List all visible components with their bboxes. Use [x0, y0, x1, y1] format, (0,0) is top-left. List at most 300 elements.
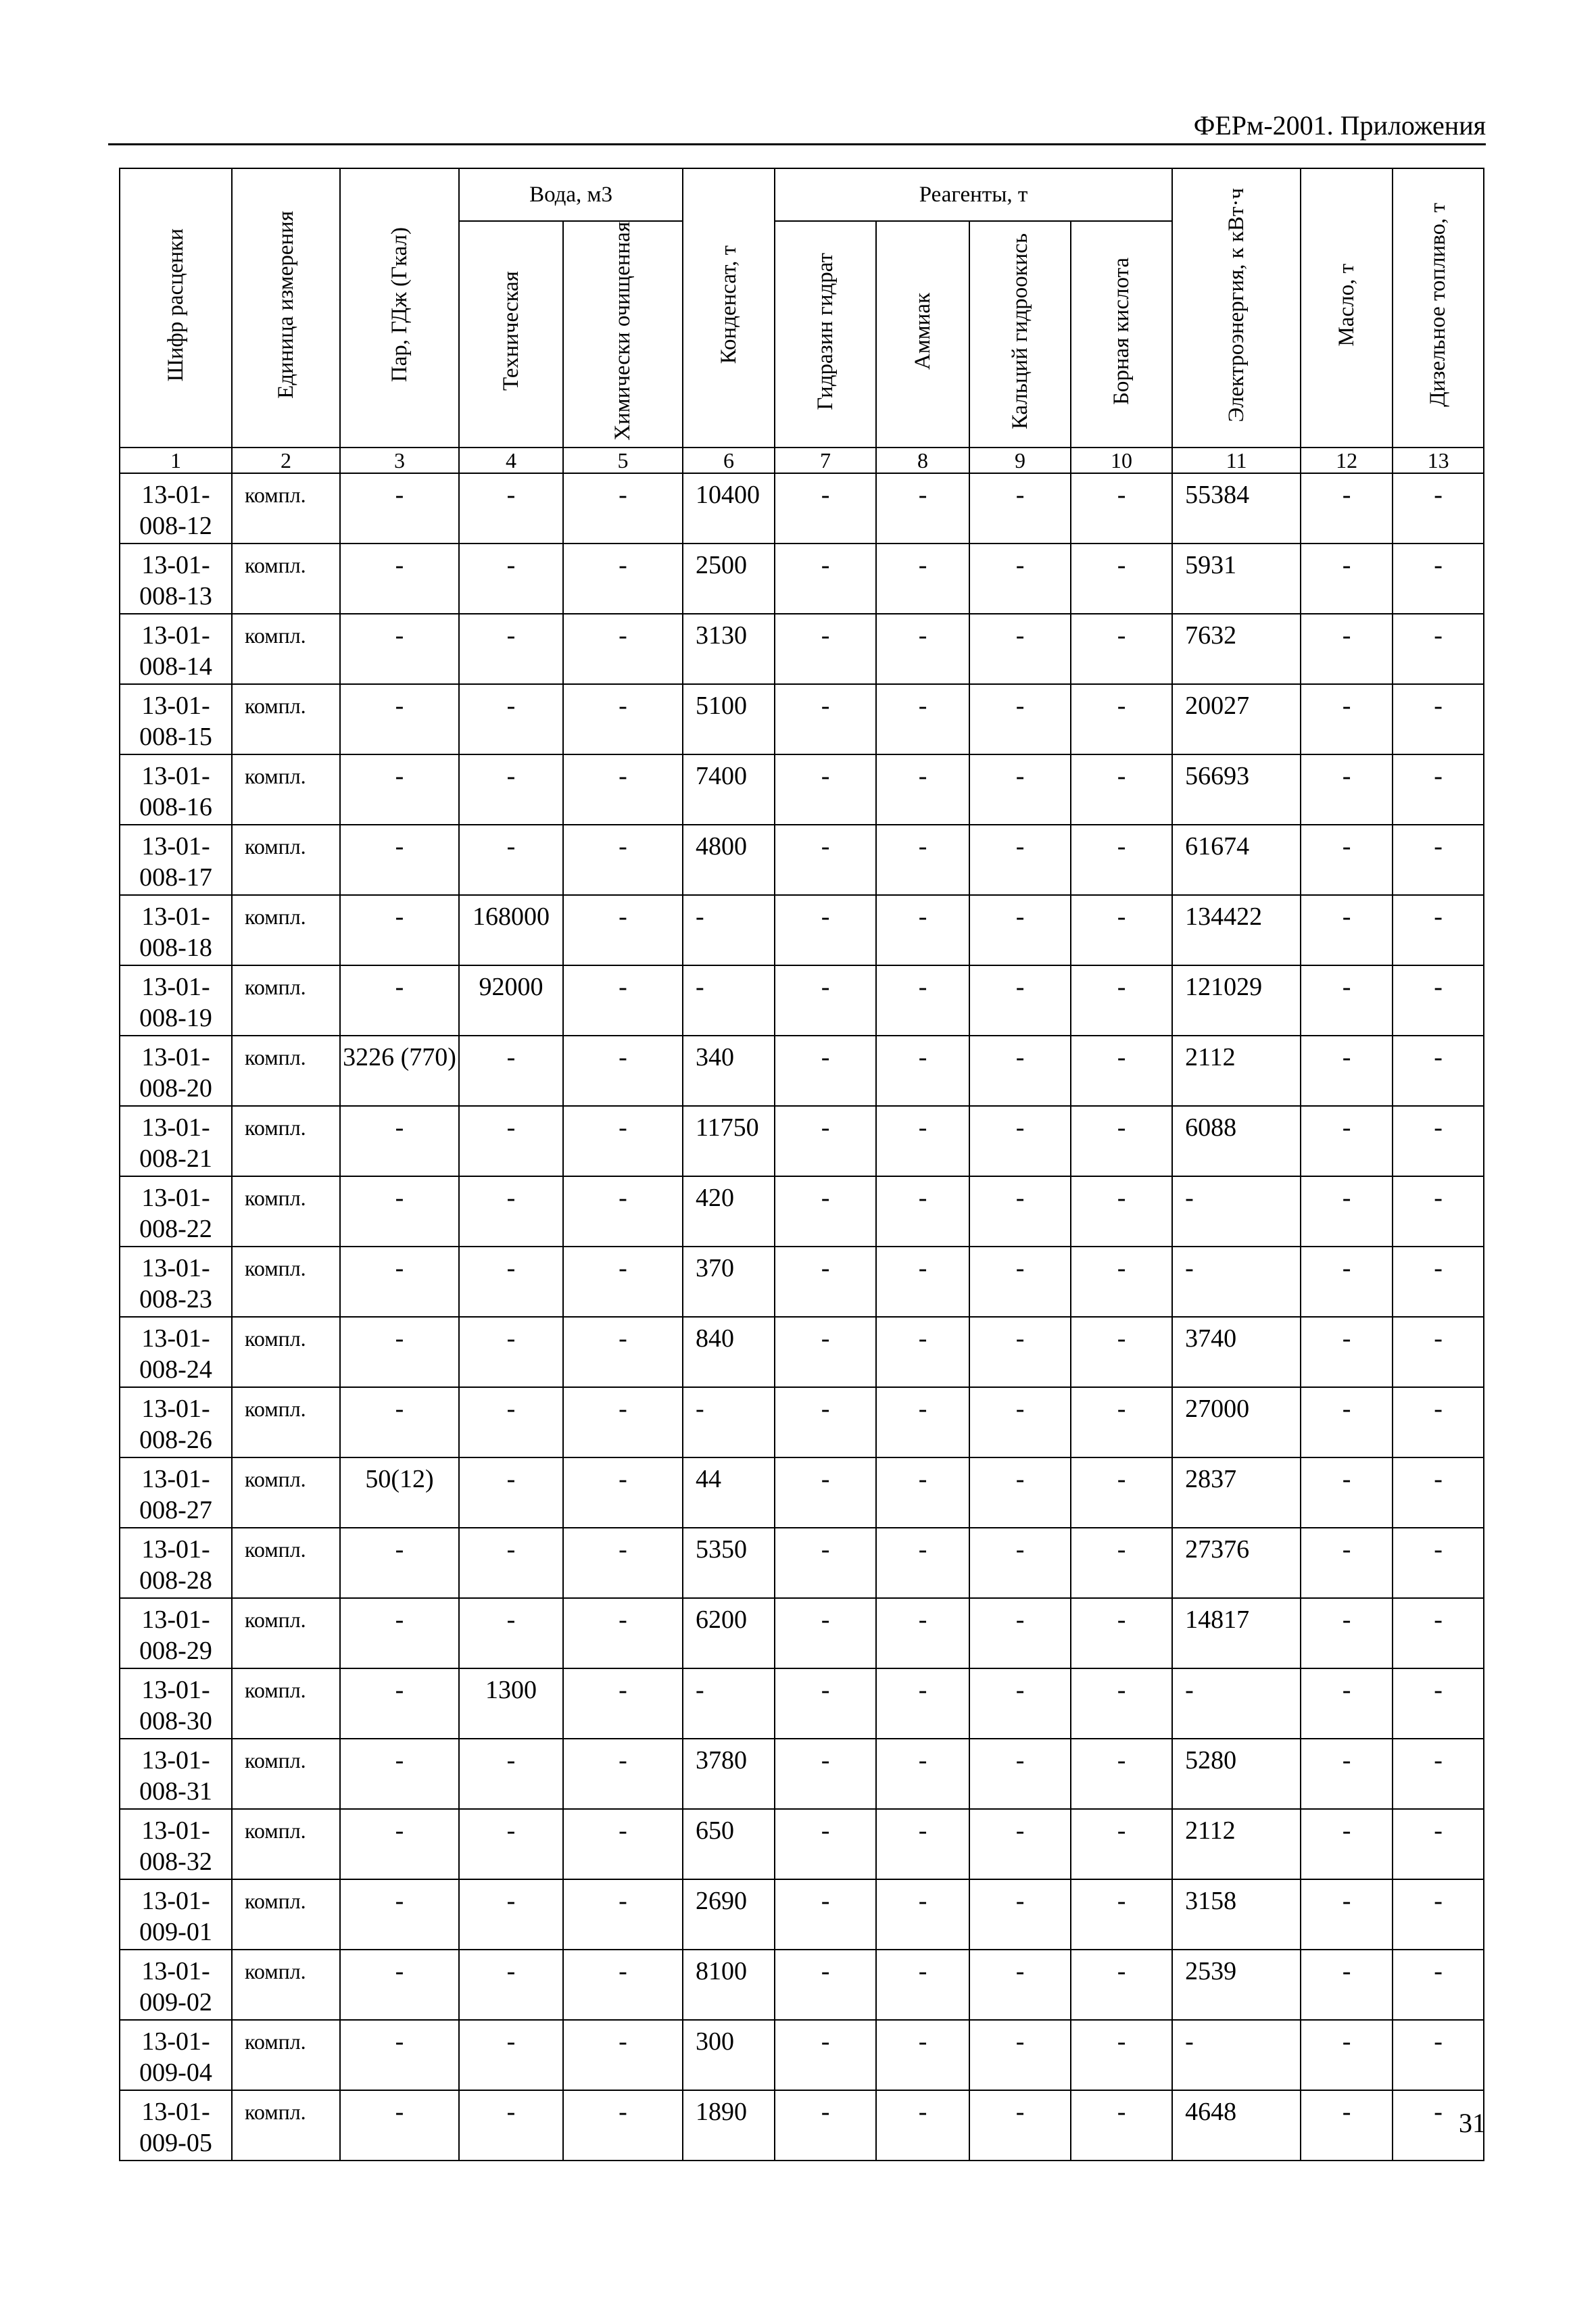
cell-calcium: - [969, 684, 1071, 754]
cell-electricity: 3740 [1172, 1317, 1301, 1387]
cell-diesel: - [1393, 1317, 1484, 1387]
cell-unit: компл. [232, 965, 340, 1036]
cell-diesel: - [1393, 1106, 1484, 1176]
cell-water-chem: - [563, 1247, 683, 1317]
cell-water-tech: - [459, 1106, 563, 1176]
cell-ammonia: - [876, 2090, 969, 2161]
cell-ammonia: - [876, 1457, 969, 1528]
cell-code: 13-01-009-01 [120, 1879, 232, 1950]
cell-calcium: - [969, 965, 1071, 1036]
cell-oil: - [1301, 1457, 1393, 1528]
cell-diesel: - [1393, 1387, 1484, 1457]
cell-hydrazine: - [775, 1739, 876, 1809]
cell-diesel: - [1393, 1950, 1484, 2020]
cell-diesel: - [1393, 544, 1484, 614]
cell-electricity: 2112 [1172, 1809, 1301, 1879]
cell-boric: - [1071, 473, 1172, 544]
table-row [120, 544, 1484, 614]
cell-electricity: 14817 [1172, 1598, 1301, 1668]
cell-unit: компл. [232, 684, 340, 754]
cell-ammonia: - [876, 1528, 969, 1598]
cell-steam: - [340, 754, 459, 825]
cell-code: 13-01-008-31 [120, 1739, 232, 1809]
cell-boric: - [1071, 825, 1172, 895]
cell-steam: - [340, 473, 459, 544]
cell-water-chem: - [563, 1950, 683, 2020]
cell-unit: компл. [232, 544, 340, 614]
cell-hydrazine: - [775, 1317, 876, 1387]
col-header-code: Шифр расценки [120, 168, 232, 448]
cell-code: 13-01-008-17 [120, 825, 232, 895]
table-row [120, 965, 1484, 1036]
cell-water-chem: - [563, 1809, 683, 1879]
cell-water-chem: - [563, 1668, 683, 1739]
cell-ammonia: - [876, 2020, 969, 2090]
cell-calcium: - [969, 895, 1071, 965]
cell-water-tech: - [459, 684, 563, 754]
cell-hydrazine: - [775, 473, 876, 544]
cell-code: 13-01-008-29 [120, 1598, 232, 1668]
cell-ammonia: - [876, 1036, 969, 1106]
col-header-diesel: Дизельное топливо, т [1393, 168, 1484, 448]
table-row [120, 2020, 1484, 2090]
cell-oil: - [1301, 1809, 1393, 1879]
cell-hydrazine: - [775, 825, 876, 895]
cell-water-tech: - [459, 1739, 563, 1809]
cell-condensate: 3780 [683, 1739, 775, 1809]
cell-ammonia: - [876, 1739, 969, 1809]
table-row [120, 1668, 1484, 1739]
cell-hydrazine: - [775, 1387, 876, 1457]
cell-ammonia: - [876, 965, 969, 1036]
cell-calcium: - [969, 1106, 1071, 1176]
cell-calcium: - [969, 754, 1071, 825]
cell-oil: - [1301, 1528, 1393, 1598]
cell-code: 13-01-008-15 [120, 684, 232, 754]
cell-ammonia: - [876, 684, 969, 754]
cell-diesel: - [1393, 1457, 1484, 1528]
cell-water-tech: - [459, 1457, 563, 1528]
cell-calcium: - [969, 1387, 1071, 1457]
cell-code: 13-01-008-27 [120, 1457, 232, 1528]
cell-water-tech: - [459, 1317, 563, 1387]
table-body [120, 473, 1484, 2161]
cell-steam: - [340, 544, 459, 614]
table-row [120, 1176, 1484, 1247]
cell-calcium: - [969, 1668, 1071, 1739]
cell-electricity: - [1172, 1247, 1301, 1317]
cell-hydrazine: - [775, 1879, 876, 1950]
col-header-condensate: Конденсат, т [683, 168, 775, 448]
cell-hydrazine: - [775, 1598, 876, 1668]
cell-electricity: 134422 [1172, 895, 1301, 965]
cell-oil: - [1301, 1036, 1393, 1106]
cell-unit: компл. [232, 1879, 340, 1950]
cell-electricity: 6088 [1172, 1106, 1301, 1176]
cell-oil: - [1301, 1176, 1393, 1247]
cell-condensate: 420 [683, 1176, 775, 1247]
col-header-calcium: Кальций гидроокись [969, 221, 1071, 448]
cell-condensate: 5100 [683, 684, 775, 754]
cell-code: 13-01-009-02 [120, 1950, 232, 2020]
cell-code: 13-01-008-30 [120, 1668, 232, 1739]
col-header-boric: Борная кислота [1071, 221, 1172, 448]
cell-boric: - [1071, 544, 1172, 614]
cell-boric: - [1071, 895, 1172, 965]
table-row [120, 1457, 1484, 1528]
cell-diesel: - [1393, 1528, 1484, 1598]
table-row [120, 1739, 1484, 1809]
cell-boric: - [1071, 1457, 1172, 1528]
cell-condensate: 370 [683, 1247, 775, 1317]
cell-code: 13-01-008-26 [120, 1387, 232, 1457]
cell-hydrazine: - [775, 965, 876, 1036]
cell-ammonia: - [876, 1598, 969, 1668]
cell-calcium: - [969, 1950, 1071, 2020]
cell-oil: - [1301, 2020, 1393, 2090]
cell-electricity: 61674 [1172, 825, 1301, 895]
cell-unit: компл. [232, 1106, 340, 1176]
cell-condensate: - [683, 965, 775, 1036]
cell-diesel: - [1393, 684, 1484, 754]
cell-oil: - [1301, 1247, 1393, 1317]
cell-water-chem: - [563, 1528, 683, 1598]
table-row [120, 895, 1484, 965]
cell-unit: компл. [232, 1598, 340, 1668]
cell-diesel: - [1393, 1598, 1484, 1668]
table-row [120, 1528, 1484, 1598]
cell-water-tech: - [459, 825, 563, 895]
cell-code: 13-01-008-14 [120, 614, 232, 684]
cell-calcium: - [969, 1809, 1071, 1879]
cell-calcium: - [969, 1317, 1071, 1387]
cell-ammonia: - [876, 473, 969, 544]
cell-calcium: - [969, 1247, 1071, 1317]
cell-condensate: 340 [683, 1036, 775, 1106]
cell-ammonia: - [876, 895, 969, 965]
cell-hydrazine: - [775, 2020, 876, 2090]
cell-electricity: 7632 [1172, 614, 1301, 684]
cell-water-tech: - [459, 473, 563, 544]
cell-code: 13-01-009-04 [120, 2020, 232, 2090]
cell-electricity: 2837 [1172, 1457, 1301, 1528]
cell-condensate: 3130 [683, 614, 775, 684]
cell-steam: - [340, 1668, 459, 1739]
cell-unit: компл. [232, 614, 340, 684]
cell-code: 13-01-008-19 [120, 965, 232, 1036]
cell-boric: - [1071, 1176, 1172, 1247]
column-number: 3 [340, 448, 459, 473]
column-number: 12 [1301, 448, 1393, 473]
cell-oil: - [1301, 825, 1393, 895]
cell-condensate: 4800 [683, 825, 775, 895]
cell-hydrazine: - [775, 2090, 876, 2161]
cell-hydrazine: - [775, 1950, 876, 2020]
column-number: 2 [232, 448, 340, 473]
cell-condensate: 6200 [683, 1598, 775, 1668]
column-number-row [120, 448, 1484, 473]
cell-boric: - [1071, 1317, 1172, 1387]
cell-hydrazine: - [775, 1106, 876, 1176]
cell-condensate: 2690 [683, 1879, 775, 1950]
cell-steam: - [340, 1176, 459, 1247]
cell-hydrazine: - [775, 1528, 876, 1598]
cell-steam: - [340, 684, 459, 754]
cell-water-chem: - [563, 1739, 683, 1809]
cell-steam: - [340, 2090, 459, 2161]
cell-condensate: 5350 [683, 1528, 775, 1598]
cell-code: 13-01-008-24 [120, 1317, 232, 1387]
table-row [120, 1809, 1484, 1879]
cell-water-chem: - [563, 1879, 683, 1950]
cell-unit: компл. [232, 754, 340, 825]
cell-condensate: 7400 [683, 754, 775, 825]
cell-oil: - [1301, 754, 1393, 825]
column-number: 7 [775, 448, 876, 473]
cell-water-tech: - [459, 2090, 563, 2161]
cell-condensate: - [683, 1668, 775, 1739]
cell-hydrazine: - [775, 1247, 876, 1317]
cell-unit: компл. [232, 473, 340, 544]
col-header-unit: Единица измерения [232, 168, 340, 448]
table-row [120, 2090, 1484, 2161]
cell-unit: компл. [232, 895, 340, 965]
cell-water-chem: - [563, 825, 683, 895]
cell-diesel: - [1393, 614, 1484, 684]
cell-calcium: - [969, 2020, 1071, 2090]
cell-unit: компл. [232, 2020, 340, 2090]
cell-condensate: 840 [683, 1317, 775, 1387]
cell-calcium: - [969, 1598, 1071, 1668]
cell-oil: - [1301, 2090, 1393, 2161]
cell-steam: - [340, 1387, 459, 1457]
cell-steam: - [340, 1739, 459, 1809]
column-number: 5 [563, 448, 683, 473]
cell-ammonia: - [876, 1809, 969, 1879]
cell-boric: - [1071, 965, 1172, 1036]
cell-steam: - [340, 1317, 459, 1387]
col-header-hydrazine: Гидразин гидрат [775, 221, 876, 448]
cell-calcium: - [969, 614, 1071, 684]
cell-water-tech: - [459, 614, 563, 684]
cell-water-tech: 1300 [459, 1668, 563, 1739]
column-number: 6 [683, 448, 775, 473]
cell-steam: - [340, 965, 459, 1036]
cell-electricity: 121029 [1172, 965, 1301, 1036]
cell-boric: - [1071, 1739, 1172, 1809]
col-header-water-chem: Химически очищенная [563, 221, 683, 448]
cell-water-tech: 168000 [459, 895, 563, 965]
cell-unit: компл. [232, 1739, 340, 1809]
cell-electricity: 27000 [1172, 1387, 1301, 1457]
cell-boric: - [1071, 1247, 1172, 1317]
cell-boric: - [1071, 1668, 1172, 1739]
cell-hydrazine: - [775, 684, 876, 754]
cell-unit: компл. [232, 2090, 340, 2161]
cell-calcium: - [969, 825, 1071, 895]
cell-boric: - [1071, 1809, 1172, 1879]
cell-electricity: 56693 [1172, 754, 1301, 825]
cell-water-chem: - [563, 614, 683, 684]
cell-water-chem: - [563, 1176, 683, 1247]
cell-hydrazine: - [775, 1457, 876, 1528]
cell-hydrazine: - [775, 1036, 876, 1106]
cell-boric: - [1071, 1879, 1172, 1950]
cell-boric: - [1071, 2090, 1172, 2161]
cell-steam: - [340, 825, 459, 895]
cell-code: 13-01-008-28 [120, 1528, 232, 1598]
cell-electricity: 2112 [1172, 1036, 1301, 1106]
cell-oil: - [1301, 1106, 1393, 1176]
col-group-water: Вода, м3 [459, 168, 683, 221]
cell-boric: - [1071, 754, 1172, 825]
cell-boric: - [1071, 614, 1172, 684]
cell-water-tech: - [459, 1247, 563, 1317]
cell-steam: 3226 (770) [340, 1036, 459, 1106]
cell-diesel: - [1393, 825, 1484, 895]
cell-water-tech: - [459, 1387, 563, 1457]
cell-boric: - [1071, 1528, 1172, 1598]
cell-diesel: - [1393, 1809, 1484, 1879]
table-row [120, 754, 1484, 825]
cell-boric: - [1071, 2020, 1172, 2090]
cell-oil: - [1301, 1668, 1393, 1739]
cell-water-chem: - [563, 684, 683, 754]
cell-diesel: - [1393, 895, 1484, 965]
cell-steam: - [340, 1247, 459, 1317]
table-row [120, 473, 1484, 544]
col-header-electricity: Электроэнергия, к кВт·ч [1172, 168, 1301, 448]
cell-steam: - [340, 1598, 459, 1668]
cell-ammonia: - [876, 614, 969, 684]
cell-water-tech: - [459, 1176, 563, 1247]
cell-ammonia: - [876, 1879, 969, 1950]
cell-diesel: - [1393, 1739, 1484, 1809]
table-row [120, 1950, 1484, 2020]
cell-unit: компл. [232, 1247, 340, 1317]
cell-diesel: - [1393, 1247, 1484, 1317]
cell-water-tech: - [459, 1879, 563, 1950]
cell-water-chem: - [563, 1106, 683, 1176]
cell-water-tech: 92000 [459, 965, 563, 1036]
table-row [120, 1598, 1484, 1668]
cell-ammonia: - [876, 1106, 969, 1176]
cell-water-chem: - [563, 544, 683, 614]
cell-steam: - [340, 1879, 459, 1950]
cell-calcium: - [969, 1036, 1071, 1106]
cell-water-chem: - [563, 1457, 683, 1528]
cell-ammonia: - [876, 1668, 969, 1739]
cell-electricity: 5280 [1172, 1739, 1301, 1809]
cell-electricity: - [1172, 2020, 1301, 2090]
cell-electricity: - [1172, 1668, 1301, 1739]
cell-electricity: - [1172, 1176, 1301, 1247]
cell-condensate: 2500 [683, 544, 775, 614]
cell-water-tech: - [459, 1036, 563, 1106]
cell-ammonia: - [876, 754, 969, 825]
cell-boric: - [1071, 1106, 1172, 1176]
cell-water-chem: - [563, 2090, 683, 2161]
cell-unit: компл. [232, 1387, 340, 1457]
cell-oil: - [1301, 1739, 1393, 1809]
table-row [120, 1317, 1484, 1387]
cell-condensate: 300 [683, 2020, 775, 2090]
cell-steam: - [340, 2020, 459, 2090]
cell-oil: - [1301, 1950, 1393, 2020]
cell-oil: - [1301, 1317, 1393, 1387]
cell-ammonia: - [876, 544, 969, 614]
cell-code: 13-01-008-16 [120, 754, 232, 825]
header-rule [108, 143, 1486, 145]
table-row [120, 614, 1484, 684]
cell-calcium: - [969, 1528, 1071, 1598]
cell-diesel: - [1393, 473, 1484, 544]
cell-electricity: 4648 [1172, 2090, 1301, 2161]
cell-oil: - [1301, 1387, 1393, 1457]
table-row [120, 1879, 1484, 1950]
cell-unit: компл. [232, 1317, 340, 1387]
col-header-ammonia: Аммиак [876, 221, 969, 448]
cell-hydrazine: - [775, 614, 876, 684]
cell-electricity: 20027 [1172, 684, 1301, 754]
cell-diesel: - [1393, 1176, 1484, 1247]
cell-water-chem: - [563, 1036, 683, 1106]
cell-water-chem: - [563, 1598, 683, 1668]
cell-steam: - [340, 895, 459, 965]
cell-oil: - [1301, 1879, 1393, 1950]
cell-oil: - [1301, 1598, 1393, 1668]
column-number: 10 [1071, 448, 1172, 473]
cell-calcium: - [969, 473, 1071, 544]
cell-diesel: - [1393, 1668, 1484, 1739]
cell-water-tech: - [459, 544, 563, 614]
cell-code: 13-01-008-12 [120, 473, 232, 544]
cell-water-chem: - [563, 754, 683, 825]
cell-hydrazine: - [775, 1176, 876, 1247]
cell-oil: - [1301, 965, 1393, 1036]
cell-steam: 50(12) [340, 1457, 459, 1528]
cell-water-chem: - [563, 1387, 683, 1457]
cell-condensate: 1890 [683, 2090, 775, 2161]
col-header-water-tech: Техническая [459, 221, 563, 448]
cell-code: 13-01-008-20 [120, 1036, 232, 1106]
page-number: 31 [1459, 2108, 1486, 2138]
cell-water-chem: - [563, 473, 683, 544]
cell-boric: - [1071, 1036, 1172, 1106]
cell-electricity: 5931 [1172, 544, 1301, 614]
col-header-oil: Масло, т [1301, 168, 1393, 448]
cell-steam: - [340, 1809, 459, 1879]
cell-hydrazine: - [775, 895, 876, 965]
cell-ammonia: - [876, 1317, 969, 1387]
cell-calcium: - [969, 1176, 1071, 1247]
cell-electricity: 27376 [1172, 1528, 1301, 1598]
running-header: ФЕРм-2001. Приложения [1193, 110, 1486, 141]
cell-condensate: - [683, 895, 775, 965]
cell-electricity: 2539 [1172, 1950, 1301, 2020]
cell-ammonia: - [876, 1247, 969, 1317]
cell-water-chem: - [563, 965, 683, 1036]
cell-condensate: 650 [683, 1809, 775, 1879]
table-row [120, 1247, 1484, 1317]
cell-condensate: 8100 [683, 1950, 775, 2020]
column-number: 9 [969, 448, 1071, 473]
cell-steam: - [340, 1950, 459, 2020]
cell-condensate: 10400 [683, 473, 775, 544]
cell-code: 13-01-008-21 [120, 1106, 232, 1176]
column-number: 1 [120, 448, 232, 473]
cell-oil: - [1301, 684, 1393, 754]
